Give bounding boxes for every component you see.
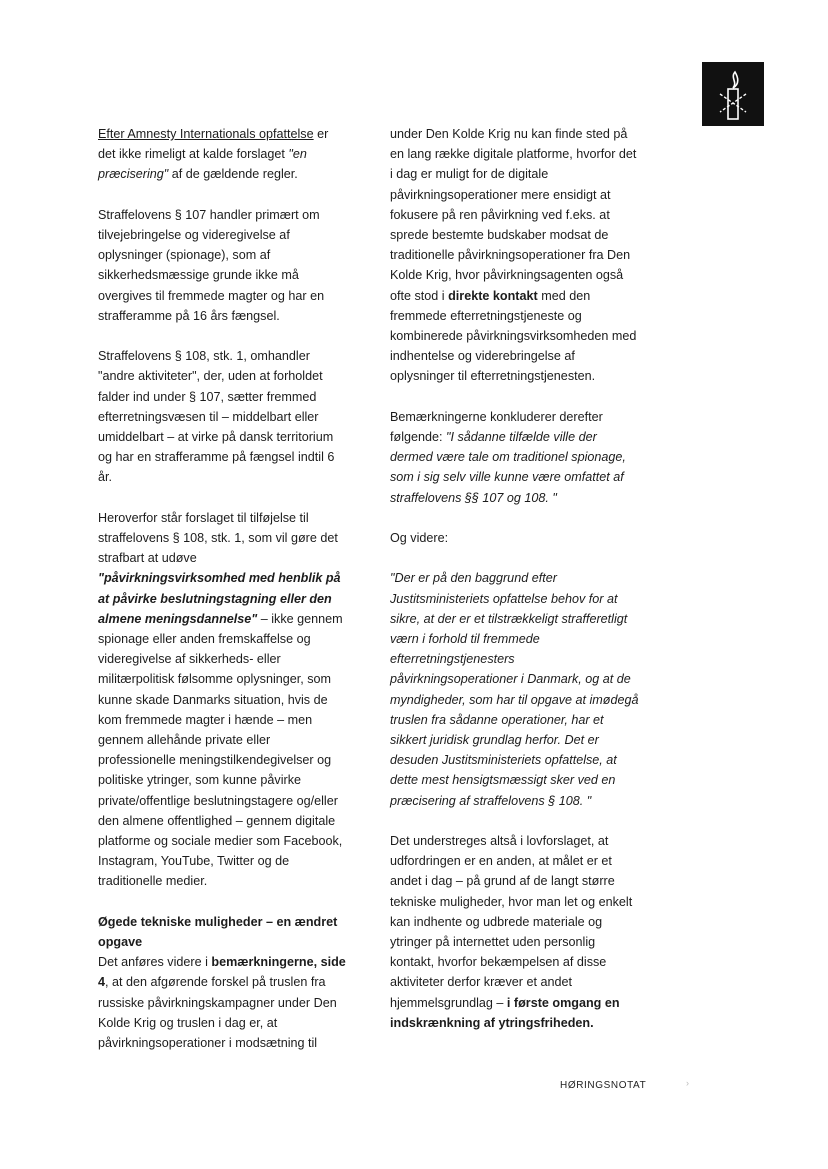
section-heading: Øgede tekniske muligheder – en ændret opgave — [98, 914, 338, 950]
quote-paragraph: "Der er på den baggrund efter Justitsministeriets opfattelse behov for at sikre, at der er et tilstrækkeligt strafferetligt værn i forhold til fremmede efterretningstjenesters påvirkningsoperationer i Danmark, og at de myndigheder, som har til opgave at imødegå truslen fra sådanne operationer, har et sikkert juridisk grundlag herfor. Det er desuden Justitsministeriets opfattelse, at dette mest hensigtsmæssigt sker ved en præcisering af straffelovens § 108. " — [390, 571, 639, 808]
paragraph-4: Heroverfor står forslaget til tilføjelse til straffelovens § 108, stk. 1, som vil gøre det strafbart at udøve "påvirkningsvirksomhed med henblik på at påvirke beslutningstagning eller den almene meningsdannelse" – ikke gennem spionage eller anden fremskaffelse og videregivelse af sikkerheds- eller militærpolitisk følsomme oplysninger, som kunne skade Danmarks situation, hvis de kom fremmede magter i hænde – men gennem allehånde private eller professionelle meningstilkendegivelser og politiske ytringer, som kunne påvirke private/offentlige beslutningstagere og/eller den almene offentlighed – gennem digitale platforme og sociale medier som Facebook, Instagram, YouTube, Twitter og de traditionelle medier. — [98, 510, 343, 889]
paragraph-1: Efter Amnesty Internationals opfattelse er det ikke rimeligt at kalde forslaget "en præcisering" af de gældende regler. — [98, 127, 329, 182]
paragraph-2: Straffelovens § 107 handler primært om tilvejebringelse og videregivelse af oplysninger (spionage), som af sikkerhedsmæssige grunde ikke må overgives til fremmede magter og har en strafferamme på 16 års fængsel. — [98, 207, 325, 323]
amnesty-opinion-link[interactable]: Efter Amnesty Internationals opfattelse — [98, 127, 314, 141]
paragraph-5: Det anføres videre i bemærkningerne, side 4, at den afgørende forskel på truslen fra russiske påvirkningskampagner under Den Kolde Krig og truslen i dag er, at påvirkningsoperationer i modsætning til — [98, 955, 346, 1051]
paragraph-9: Det understreges altså i lovforslaget, at udfordringen er en anden, at målet er et andet i dag – på grund af de langt større tekniske muligheder, hvor man let og enkelt kan indhente og udbrede materiale og ytringer på internettet uden personlig kontakt, hvorfor bekæmpelsen af disse aktiviteter derfor kræver et andet hjemmelsgrundlag – i første omgang en indskrænkning af ytringsfriheden. — [390, 834, 633, 1030]
right-column — [390, 124, 640, 1033]
footer-label: HØRINGSNOTAT — [560, 1080, 647, 1091]
amnesty-logo — [702, 62, 764, 126]
paragraph-3: Straffelovens § 108, stk. 1, omhandler "andre aktiviteter", der, uden at forholdet falder ind under § 107, sætter fremmed efterretningsvæsen til – middelbart eller umiddelbart – at virke på dansk territorium og har en strafferamme på fængsel indtil 6 år. — [98, 349, 335, 485]
paragraph-8: Og videre: — [390, 531, 449, 546]
amnesty-candle-icon — [702, 62, 764, 126]
left-column — [98, 124, 346, 1053]
paragraph-7: Bemærkningerne konkluderer derefter følgende: "I sådanne tilfælde ville der dermed være tale om traditionel spionage, som i sig selv ville kunne være omfattet af straffelovens §§ 107 og 108. " — [390, 409, 626, 505]
footer-mark: › — [686, 1078, 689, 1088]
paragraph-6: under Den Kolde Krig nu kan finde sted på en lang række digitale platforme, hvorfor det i dag er muligt for de digitale påvirkningsoperationer mere ensidigt at fokusere på ren påvirkning ved f.eks. at sprede bestemte budskaber modsat de traditionelle påvirkningsoperationer fra Den Kolde Krig, hvor påvirkningsagenten også ofte stod i direkte kontakt med den fremmede efterretningstjeneste og kombinerede påvirkningsvirksomheden med indhentelse og viderebringelse af oplysninger til efterretningstjenesten. — [390, 127, 637, 384]
